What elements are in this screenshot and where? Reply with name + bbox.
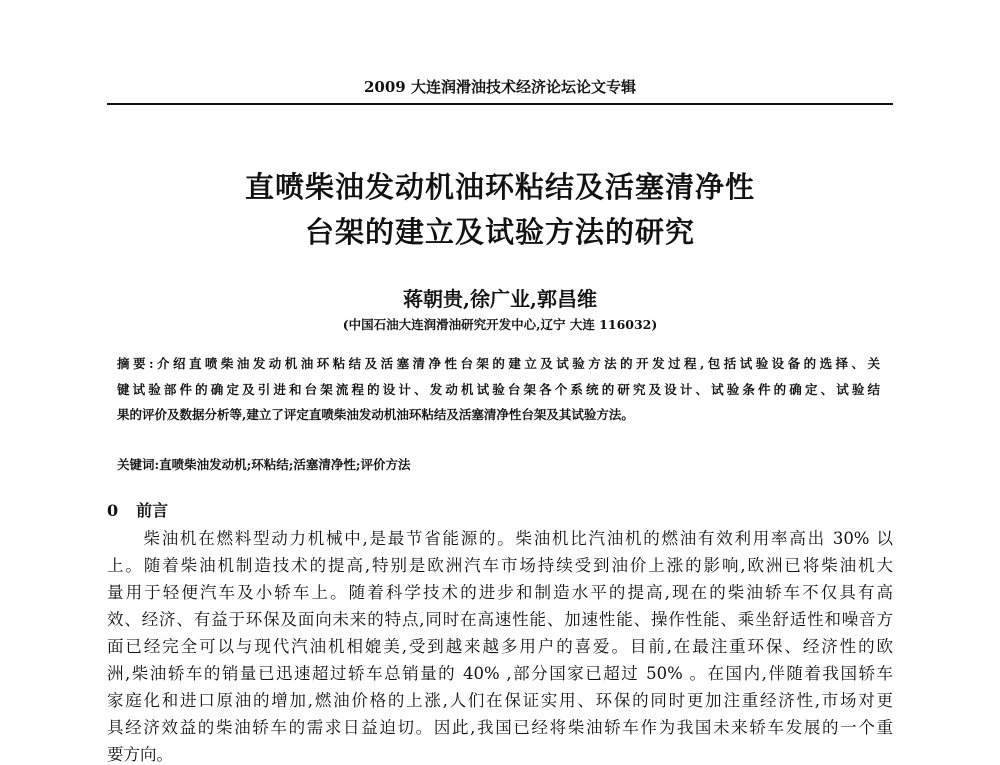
section-title: 前言 <box>136 501 169 520</box>
body-line: 面已经完全可以与现代汽油机相媲美,受到越来越多用户的喜爱。目前,在最注重环保、经济性的欧 <box>107 637 893 656</box>
body-line: 柴油机在燃料型动力机械中,是最节省能源的。柴油机比汽油机的燃油有效利用率高出 30% 以 <box>107 529 893 548</box>
section-number: 0 <box>107 501 119 520</box>
body-line: 上。随着柴油机制造技术的提高,特别是欧洲汽车市场持续受到油价上涨的影响,欧洲已将柴油机大 <box>107 556 893 575</box>
abstract-line: 摘要:介绍直喷柴油发动机油环粘结及活塞清净性台架的建立及试验方法的开发过程,包括试验设备的选择、关 <box>117 356 880 371</box>
title-line-1: 直喷柴油发动机油环粘结及活塞清净性 <box>244 170 755 204</box>
body-line: 洲,柴油轿车的销量已迅速超过轿车总销量的 40% ,部分国家已超过 50% 。在国内,伴随着我国轿车 <box>107 664 893 683</box>
body-line: 效、经济、有益于环保及面向未来的特点,同时在高速性能、加速性能、操作性能、乘坐舒适性和噪音方 <box>107 610 893 629</box>
authors: 蒋朝贵,徐广业,郭昌维 <box>403 287 597 311</box>
header-rule <box>107 103 893 105</box>
keywords: 关键词:直喷柴油发动机;环粘结;活塞清净性;评价方法 <box>117 457 411 472</box>
affiliation: (中国石油大连润滑油研究开发中心,辽宁 大连 116032) <box>342 317 658 332</box>
body-line: 要方向。 <box>107 745 173 764</box>
abstract-line: 果的评价及数据分析等,建立了评定直喷柴油发动机油环粘结及活塞清净性台架及其试验方法。 <box>117 407 634 422</box>
title-line-2: 台架的建立及试验方法的研究 <box>304 215 695 249</box>
body-line: 量用于轻便汽车及小轿车上。随着科学技术的进步和制造水平的提高,现在的柴油轿车不仅具有高 <box>107 583 893 602</box>
abstract-line: 键试验部件的确定及引进和台架流程的设计、发动机试验台架各个系统的研究及设计、试验条件的确定、试验结 <box>117 382 880 397</box>
section-heading <box>107 498 168 521</box>
running-header: 2009 大连润滑油技术经济论坛论文专辑 <box>364 78 636 96</box>
body-line: 家庭化和进口原油的增加,燃油价格的上涨,人们在保证实用、环保的同时更加注重经济性,市场对更 <box>107 691 893 710</box>
body-line: 具经济效益的柴油轿车的需求日益迫切。因此,我国已经将柴油轿车作为我国未来轿车发展的一个重 <box>107 718 893 737</box>
